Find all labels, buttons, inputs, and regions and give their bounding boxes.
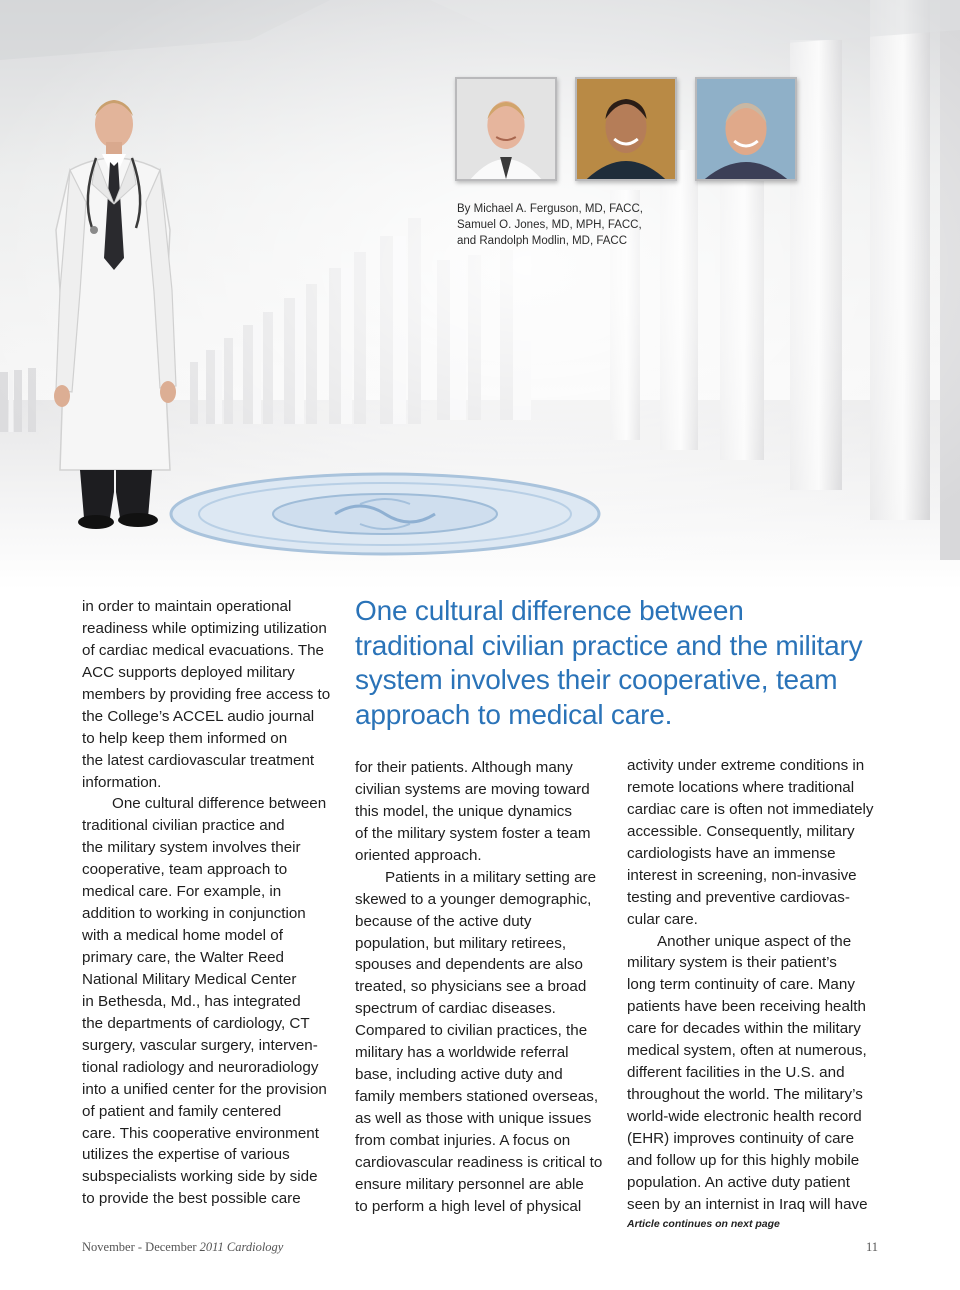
- text-line: interest in screening, non-invasive: [627, 866, 857, 884]
- text-line: military system is their patient’s: [627, 954, 837, 972]
- text-line: testing and preventive cardiovas-: [627, 888, 850, 906]
- text-line: ACC supports deployed military: [82, 663, 295, 681]
- text-line: different facilities in the U.S. and: [627, 1064, 845, 1082]
- author-byline: [457, 201, 677, 249]
- text-line: Another unique aspect of the: [657, 932, 852, 950]
- text-line: treated, so physicians see a broad: [355, 978, 587, 996]
- text-line: cardiac care is often not immediately: [627, 800, 874, 818]
- text-line: this model, the unique dynamics: [355, 802, 572, 820]
- college-seal-floor: [165, 470, 605, 558]
- text-line: information.: [82, 773, 162, 791]
- text-line: with a medical home model of: [82, 927, 283, 945]
- text-line: for their patients. Although many: [355, 759, 573, 776]
- text-line: to perform a high level of physical: [355, 1197, 582, 1215]
- text-line: Compared to civilian practices, the: [355, 1022, 588, 1040]
- text-line: oriented approach.: [355, 846, 482, 864]
- text-line: base, including active duty and: [355, 1066, 563, 1084]
- issue-footer: [82, 1240, 283, 1255]
- text-line: family members stationed overseas,: [355, 1088, 599, 1106]
- text-line: care. This cooperative environment: [82, 1124, 319, 1142]
- text-line: the military system involves their: [82, 839, 301, 857]
- text-line: world-wide electronic health record: [627, 1108, 862, 1125]
- text-line: because of the active duty: [355, 912, 532, 930]
- pull-quote: [355, 594, 885, 732]
- text-line: surgery, vascular surgery, interven-: [82, 1036, 318, 1054]
- author-portrait-modlin: [695, 77, 797, 181]
- byline-line: Samuel O. Jones, MD, MPH, FACC,: [457, 219, 642, 231]
- text-line: as well as those with unique issues: [355, 1110, 592, 1127]
- pull-quote-line: approach to medical care.: [355, 698, 673, 730]
- article-column-3: [627, 755, 879, 1216]
- magazine-name: Cardiology: [226, 1240, 284, 1254]
- text-line: the College’s ACCEL audio journal: [82, 707, 315, 725]
- text-line: patients have been receiving health: [627, 998, 866, 1016]
- byline-line: By Michael A. Ferguson, MD, FACC,: [457, 203, 643, 215]
- text-line: readiness while optimizing utilization: [82, 619, 327, 637]
- issue-year: 2011: [199, 1240, 224, 1254]
- text-line: ensure military personnel are able: [355, 1175, 584, 1193]
- text-line: cardiologists have an immense: [627, 844, 836, 862]
- text-line: to provide the best possible care: [82, 1190, 301, 1208]
- text-line: civilian systems are moving toward: [355, 780, 590, 798]
- pull-quote-line: traditional civilian practice and the military: [355, 629, 863, 661]
- byline-line: and Randolph Modlin, MD, FACC: [457, 235, 628, 247]
- text-line: of patient and family centered: [82, 1102, 282, 1120]
- hero-illustration: [0, 0, 960, 590]
- text-line: National Military Medical Center: [82, 970, 297, 988]
- text-line: cular care.: [627, 910, 698, 928]
- text-line: from combat injuries. A focus on: [355, 1131, 571, 1149]
- text-line: military has a worldwide referral: [355, 1044, 569, 1062]
- text-line: skewed to a younger demographic,: [355, 890, 592, 908]
- pull-quote-line: One cultural difference between: [355, 595, 744, 626]
- text-line: long term continuity of care. Many: [627, 976, 855, 994]
- text-line: tional radiology and neuroradiology: [82, 1058, 319, 1076]
- text-line: throughout the world. The military’s: [627, 1086, 863, 1104]
- author-portrait-ferguson: [455, 77, 557, 181]
- article-column-1: [82, 596, 337, 1210]
- text-line: addition to working in conjunction: [82, 905, 306, 923]
- text-line: the latest cardiovascular treatment: [82, 751, 315, 769]
- text-line: remote locations where traditional: [627, 778, 855, 796]
- text-line: and follow up for this highly mobile: [627, 1151, 860, 1169]
- author-portrait-jones: [575, 77, 677, 181]
- text-line: cooperative, team approach to: [82, 861, 288, 879]
- text-line: medical care. For example, in: [82, 883, 282, 901]
- text-line: in order to maintain operational: [82, 598, 292, 615]
- text-line: Patients in a military setting are: [385, 868, 597, 886]
- text-line: primary care, the Walter Reed: [82, 949, 285, 966]
- text-line: utilizes the expertise of various: [82, 1146, 290, 1164]
- article-column-2: [355, 757, 605, 1218]
- text-line: members by providing free access to: [82, 685, 331, 703]
- pull-quote-line: system involves their cooperative, team: [355, 664, 838, 695]
- text-line: spouses and dependents are also: [355, 956, 583, 974]
- text-line: cardiovascular readiness is critical to: [355, 1153, 603, 1171]
- text-line: accessible. Consequently, military: [627, 822, 855, 840]
- text-line: medical system, often at numerous,: [627, 1042, 867, 1060]
- text-line: population, but military retirees,: [355, 934, 567, 952]
- continues-note: Article continues on next page: [627, 1218, 780, 1230]
- text-line: population. An active duty patient: [627, 1173, 850, 1191]
- text-line: care for decades within the military: [627, 1020, 861, 1038]
- page-number: 11: [865, 1240, 878, 1254]
- text-line: to help keep them informed on: [82, 729, 288, 747]
- text-line: of the military system foster a team: [355, 824, 591, 842]
- text-line: spectrum of cardiac diseases.: [355, 1000, 556, 1018]
- text-line: traditional civilian practice and: [82, 817, 285, 835]
- text-line: activity under extreme conditions in: [627, 757, 865, 774]
- text-line: subspecialists working side by side: [82, 1168, 318, 1186]
- text-line: in Bethesda, Md., has integrated: [82, 992, 301, 1010]
- text-line: of cardiac medical evacuations. The: [82, 641, 325, 659]
- text-line: into a unified center for the provision: [82, 1080, 327, 1098]
- text-line: the departments of cardiology, CT: [82, 1014, 310, 1032]
- issue-months: November - December: [82, 1240, 197, 1254]
- doctor-figure: [40, 88, 190, 536]
- text-line: seen by an internist in Iraq will have: [627, 1195, 868, 1213]
- text-line: (EHR) improves continuity of care: [627, 1129, 855, 1147]
- text-line: One cultural difference between: [112, 795, 327, 813]
